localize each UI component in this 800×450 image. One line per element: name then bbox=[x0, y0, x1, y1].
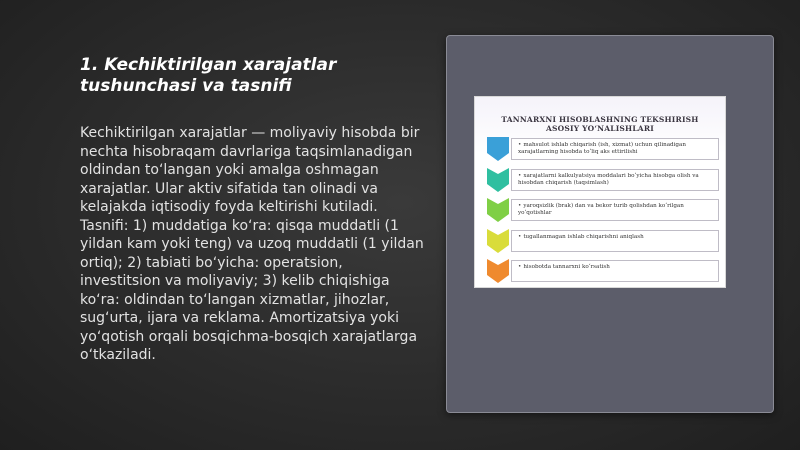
diagram-row-text: tugallanmagan ishlab chiqarishni aniqlash bbox=[523, 233, 644, 240]
slide-title: 1. Kechiktirilgan xarajatlar tushunchasi va tasnifi bbox=[80, 55, 337, 96]
chevron-icon bbox=[487, 198, 509, 222]
slide-body-text: Kechiktirilgan xarajatlar — moliyaviy hisobda bir nechta hisobraqam davrlariga taqsimlanadigan oldindan to‘langan yoki amalga oshmagan xarajatlar. Ular aktiv sifatida tan olinadi va kelajakda iqtisodiy foyda keltirishi kutiladi. Tasnifi: 1) muddatiga ko‘ra: qisqa muddatli (1 yildan kam yoki teng) va uzoq muddatli (1 yildan ortiq); 2) tabiati bo‘yicha: operatsion, investitsion va moliyaviy; 3) kelib chiqishiga ko‘ra: oldindan to‘langan xizmatlar, jihozlar, sug‘urta, ijara va reklama. Amortizatsiya yoki yo‘qotish orqali bosqichma-bosqich xarajatlarga o‘tkaziladi. bbox=[80, 125, 424, 363]
diagram-row-text: xarajatlarni kalkulyatsiya moddalari bo‘yicha hisobga olish va hisobdan chiqarish (taqsimlash) bbox=[518, 172, 699, 186]
diagram-row-text: mahsulot ishlab chiqarish (ish, xizmat) uchun qilinadigan xarajatlarning hisobda to‘liq aks ettirilishi bbox=[518, 142, 686, 155]
diagram-row: • tugallanmagan ishlab chiqarishni aniqlash bbox=[487, 229, 723, 253]
diagram-row: • hisobotda tannarxni ko‘rsatish bbox=[487, 259, 723, 283]
diagram-row-text: yaroqsizlik (brak) dan va bekor turib qolishdan ko‘rilgan yo‘qotishlar bbox=[518, 203, 684, 216]
diagram-row: • yaroqsizlik (brak) dan va bekor turib qolishdan ko‘rilgan yo‘qotishlar bbox=[487, 198, 723, 222]
chevron-icon bbox=[487, 259, 509, 283]
diagram-rows bbox=[487, 137, 723, 288]
chevron-icon bbox=[487, 168, 509, 192]
chevron-icon bbox=[487, 229, 509, 253]
diagram-row-text: hisobotda tannarxni ko‘rsatish bbox=[523, 264, 610, 270]
diagram-row: • mahsulot ishlab chiqarish (ish, xizmat) uchun qilinadigan xarajatlarning hisobda to‘liq aks ettirilishi bbox=[487, 137, 723, 161]
diagram-title: TANNARXNI HISOBLASHNING TEKSHIRISH ASOSIY YO‘NALISHLARI bbox=[501, 115, 699, 133]
chevron-icon bbox=[487, 137, 509, 161]
diagram-image bbox=[474, 96, 726, 288]
diagram-row: • xarajatlarni kalkulyatsiya moddalari bo‘yicha hisobga olish va hisobdan chiqarish (taqsimlash) bbox=[487, 168, 723, 192]
